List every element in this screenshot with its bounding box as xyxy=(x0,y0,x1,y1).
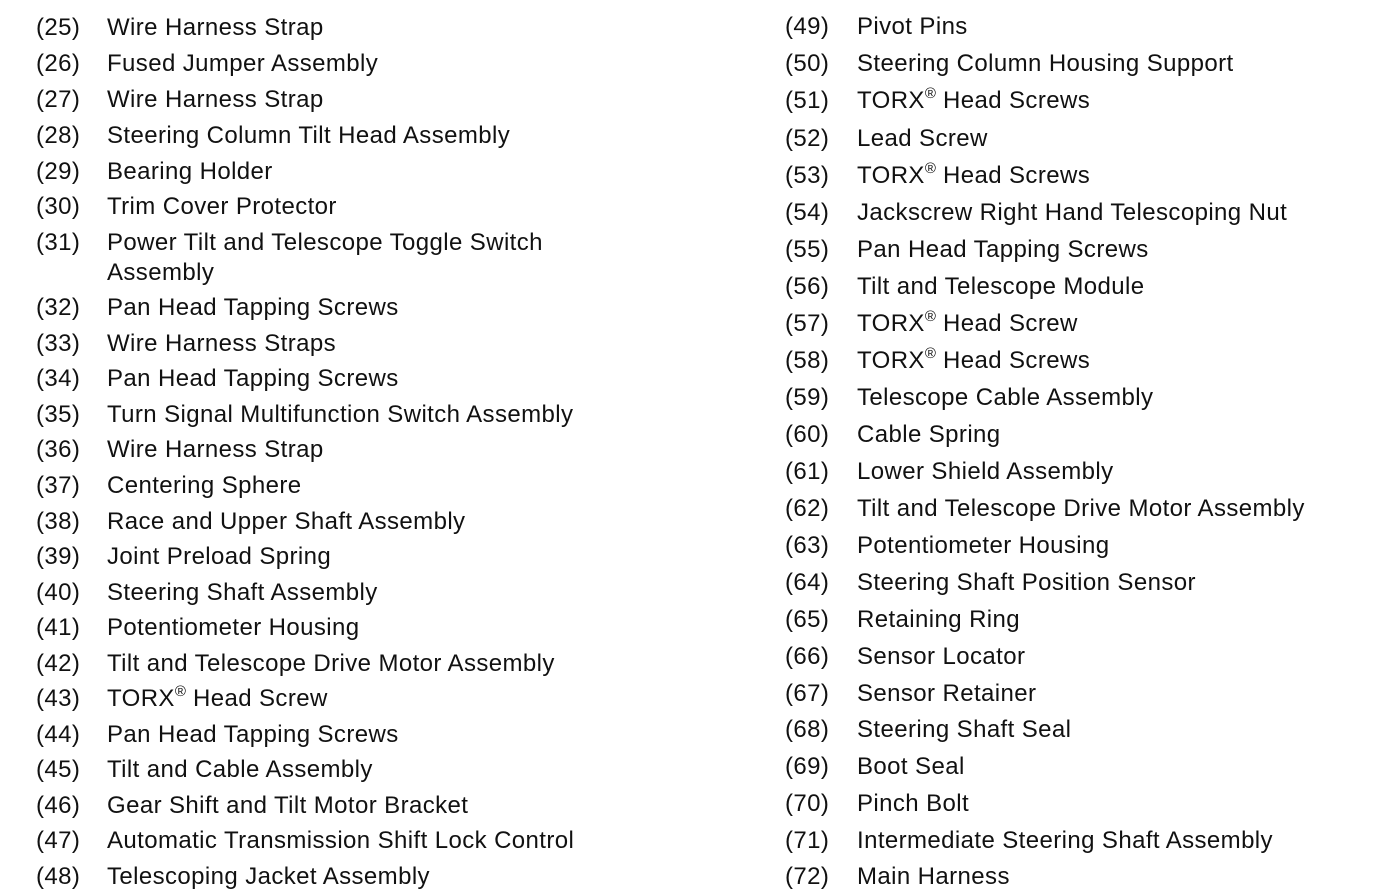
parts-list-item xyxy=(785,605,1020,635)
item-number: (60) xyxy=(785,421,830,448)
parts-list-item xyxy=(36,157,273,187)
item-description: Intermediate Steering Shaft Assembly xyxy=(857,827,1273,854)
item-description: Lower Shield Assembly xyxy=(857,458,1114,485)
parts-list-item xyxy=(36,329,336,359)
parts-list-item xyxy=(785,715,1071,745)
item-description: Wire Harness Strap xyxy=(107,86,324,113)
item-description: Potentiometer Housing xyxy=(107,614,360,641)
item-description: Telescope Cable Assembly xyxy=(857,384,1154,411)
trademark-name: TORX xyxy=(107,685,175,712)
item-number: (61) xyxy=(785,458,830,485)
parts-list-item xyxy=(36,684,328,714)
parts-list-item xyxy=(785,161,1090,191)
item-description: Pan Head Tapping Screws xyxy=(107,721,399,748)
parts-list-item xyxy=(785,420,1001,450)
parts-list-item xyxy=(785,12,968,42)
item-description-text: Head Screws xyxy=(935,162,1091,189)
item-description: Gear Shift and Tilt Motor Bracket xyxy=(107,792,469,819)
item-number: (26) xyxy=(36,50,81,77)
parts-list-item xyxy=(785,198,1287,228)
item-description: Steering Shaft Assembly xyxy=(107,579,378,606)
item-number: (49) xyxy=(785,13,830,40)
item-description: Automatic Transmission Shift Lock Control xyxy=(107,827,575,854)
item-description: Turn Signal Multifunction Switch Assembly xyxy=(107,401,574,428)
item-description: Potentiometer Housing xyxy=(857,532,1110,559)
item-description xyxy=(107,684,328,714)
item-description: Race and Upper Shaft Assembly xyxy=(107,508,466,535)
item-description: Wire Harness Straps xyxy=(107,330,336,357)
item-number: (54) xyxy=(785,199,830,226)
parts-list-item xyxy=(36,542,331,572)
parts-list-item xyxy=(785,86,1090,116)
parts-list-item xyxy=(36,49,378,79)
parts-list-item xyxy=(785,568,1196,598)
item-description-text: Head Screw xyxy=(935,310,1078,337)
registered-trademark-symbol: ® xyxy=(924,308,936,325)
item-description xyxy=(857,309,1078,339)
item-description: Pan Head Tapping Screws xyxy=(857,236,1149,263)
parts-list-item xyxy=(36,649,555,679)
item-description: Cable Spring xyxy=(857,421,1001,448)
parts-list-item xyxy=(36,400,573,430)
item-number: (67) xyxy=(785,680,830,707)
item-number: (44) xyxy=(36,721,81,748)
item-number: (59) xyxy=(785,384,830,411)
item-number: (36) xyxy=(36,436,81,463)
trademark-name: TORX xyxy=(857,347,925,374)
item-description: Steering Column Tilt Head Assembly xyxy=(107,122,511,149)
item-number: (72) xyxy=(785,863,830,890)
item-description: Sensor Retainer xyxy=(857,680,1037,707)
item-number: (53) xyxy=(785,162,830,189)
item-number: (29) xyxy=(36,158,81,185)
parts-list-item xyxy=(36,578,378,608)
item-description: Pan Head Tapping Screws xyxy=(107,294,399,321)
item-description-text: Head Screw xyxy=(185,685,328,712)
item-number: (45) xyxy=(36,756,81,783)
parts-list-item xyxy=(785,789,969,819)
item-number: (39) xyxy=(36,543,81,570)
item-number: (34) xyxy=(36,365,81,392)
parts-list-item xyxy=(785,679,1036,709)
item-description: Wire Harness Strap xyxy=(107,14,324,41)
item-description: Main Harness xyxy=(857,863,1010,890)
item-description: Pan Head Tapping Screws xyxy=(107,365,399,392)
item-number: (46) xyxy=(36,792,81,819)
parts-list-item xyxy=(785,862,1010,892)
parts-list-item xyxy=(36,13,324,43)
item-description: Tilt and Telescope Module xyxy=(857,273,1145,300)
item-number: (56) xyxy=(785,273,830,300)
item-number: (38) xyxy=(36,508,81,535)
parts-list-item xyxy=(785,346,1090,376)
parts-list-item xyxy=(36,755,373,785)
item-number: (32) xyxy=(36,294,81,321)
registered-trademark-symbol: ® xyxy=(924,85,936,102)
item-description: Tilt and Telescope Drive Motor Assembly xyxy=(857,495,1305,522)
parts-list-item xyxy=(785,272,1145,302)
parts-list-item xyxy=(36,85,324,115)
item-number: (43) xyxy=(36,685,81,712)
item-number: (42) xyxy=(36,650,81,677)
item-number: (37) xyxy=(36,472,81,499)
item-number: (63) xyxy=(785,532,830,559)
parts-list-item xyxy=(36,720,399,750)
item-number: (25) xyxy=(36,14,81,41)
item-description: Power Tilt and Telescope Toggle Switch Assembly xyxy=(107,229,543,286)
parts-list-item xyxy=(36,613,360,643)
item-number: (65) xyxy=(785,606,830,633)
parts-list-item xyxy=(36,471,302,501)
item-description: Steering Shaft Seal xyxy=(857,716,1072,743)
item-description: Fused Jumper Assembly xyxy=(107,50,379,77)
item-number: (28) xyxy=(36,122,81,149)
item-description-text: Head Screws xyxy=(935,347,1091,374)
item-number: (58) xyxy=(785,347,830,374)
item-description: Pinch Bolt xyxy=(857,790,970,817)
item-description: Jackscrew Right Hand Telescoping Nut xyxy=(857,199,1288,226)
parts-list-item xyxy=(36,293,399,323)
parts-list-item xyxy=(36,192,337,222)
registered-trademark-symbol: ® xyxy=(924,160,936,177)
item-description: Joint Preload Spring xyxy=(107,543,332,570)
parts-list-item xyxy=(36,364,399,394)
item-number: (31) xyxy=(36,229,81,256)
item-number: (50) xyxy=(785,50,830,77)
parts-list-item xyxy=(785,752,965,782)
parts-list-item xyxy=(36,862,430,892)
item-number: (48) xyxy=(36,863,81,890)
item-number: (51) xyxy=(785,87,830,114)
item-number: (57) xyxy=(785,310,830,337)
parts-list-item xyxy=(785,309,1078,339)
parts-list-item xyxy=(785,124,988,154)
item-number: (68) xyxy=(785,716,830,743)
parts-list-item xyxy=(36,121,510,151)
item-description: Retaining Ring xyxy=(857,606,1021,633)
parts-list-item xyxy=(785,494,1305,524)
item-number: (62) xyxy=(785,495,830,522)
trademark-name: TORX xyxy=(857,87,925,114)
parts-list-item xyxy=(785,826,1273,856)
item-description: Steering Column Housing Support xyxy=(857,50,1234,77)
parts-list-item xyxy=(785,531,1110,561)
item-number: (27) xyxy=(36,86,81,113)
parts-list-item xyxy=(36,228,627,288)
parts-list-item xyxy=(785,642,1025,672)
item-number: (40) xyxy=(36,579,81,606)
parts-list-item xyxy=(785,457,1114,487)
item-number: (35) xyxy=(36,401,81,428)
parts-list-item xyxy=(36,826,574,856)
item-number: (66) xyxy=(785,643,830,670)
item-number: (71) xyxy=(785,827,830,854)
item-description: Tilt and Cable Assembly xyxy=(107,756,373,783)
item-number: (30) xyxy=(36,193,81,220)
item-description xyxy=(857,161,1090,191)
item-description-text: Head Screws xyxy=(935,87,1091,114)
item-number: (47) xyxy=(36,827,81,854)
item-description xyxy=(857,346,1090,376)
item-description: Telescoping Jacket Assembly xyxy=(107,863,430,890)
item-description: Steering Shaft Position Sensor xyxy=(857,569,1196,596)
item-number: (70) xyxy=(785,790,830,817)
item-description: Tilt and Telescope Drive Motor Assembly xyxy=(107,650,555,677)
item-description: Trim Cover Protector xyxy=(107,193,337,220)
trademark-name: TORX xyxy=(857,162,925,189)
parts-list-item xyxy=(785,49,1234,79)
item-description xyxy=(857,86,1090,116)
parts-list-item xyxy=(785,235,1149,265)
parts-list-item xyxy=(36,507,465,537)
registered-trademark-symbol: ® xyxy=(174,683,186,700)
item-description: Sensor Locator xyxy=(857,643,1026,670)
item-number: (52) xyxy=(785,125,830,152)
item-description: Wire Harness Strap xyxy=(107,436,324,463)
item-description: Lead Screw xyxy=(857,125,988,152)
item-number: (64) xyxy=(785,569,830,596)
registered-trademark-symbol: ® xyxy=(924,345,936,362)
item-number: (41) xyxy=(36,614,81,641)
item-number: (33) xyxy=(36,330,81,357)
item-number: (69) xyxy=(785,753,830,780)
trademark-name: TORX xyxy=(857,310,925,337)
parts-list-item xyxy=(785,383,1153,413)
parts-list-item xyxy=(36,435,324,465)
item-number: (55) xyxy=(785,236,830,263)
item-description: Pivot Pins xyxy=(857,13,968,40)
parts-list-item xyxy=(36,791,468,821)
item-description: Bearing Holder xyxy=(107,158,273,185)
item-description: Centering Sphere xyxy=(107,472,302,499)
item-description: Boot Seal xyxy=(857,753,965,780)
